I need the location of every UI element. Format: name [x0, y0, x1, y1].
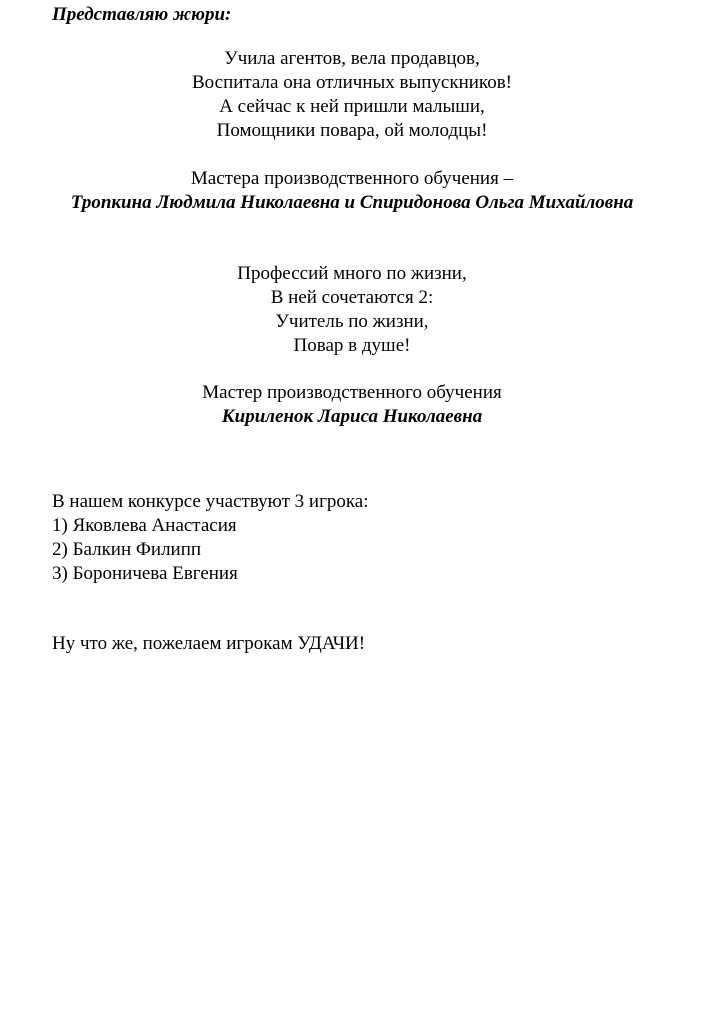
jury-1: [0, 167, 704, 215]
poem-1-line: Воспитала она отличных выпускников!: [191, 72, 512, 93]
poem-1-line: Учила агентов, вела продавцов,: [224, 48, 480, 69]
jury-2: [0, 381, 704, 429]
poem-2: [0, 262, 704, 358]
poem-1: [0, 47, 704, 143]
poem-2-line: Учитель по жизни,: [275, 311, 429, 332]
jury-1-role: Мастера производственного обучения –: [190, 168, 514, 189]
jury-2-names: Кириленок Лариса Николаевна: [221, 406, 483, 427]
player-item: 1) Яковлева Анастасия: [52, 515, 237, 536]
jury-2-role: Мастер производственного обучения: [202, 382, 502, 403]
player-item: 3) Бороничева Евгения: [52, 563, 238, 584]
jury-1-names: Тропкина Людмила Николаевна и Спиридонова Ольга Михайловна: [70, 192, 634, 213]
jury-heading: Представляю жюри:: [52, 4, 232, 25]
closing-section: [52, 632, 365, 656]
contest-section: [52, 490, 369, 586]
contest-intro: В нашем конкурсе участвуют 3 игрока:: [52, 491, 369, 512]
player-item: 2) Балкин Филипп: [52, 539, 202, 560]
poem-2-line: В ней сочетаются 2:: [270, 287, 434, 308]
poem-2-line: Повар в душе!: [293, 335, 411, 356]
poem-1-line: А сейчас к ней пришли малыши,: [219, 96, 485, 117]
closing-line: Ну что же, пожелаем игрокам УДАЧИ!: [52, 633, 366, 654]
poem-1-line: Помощники повара, ой молодцы!: [216, 120, 488, 141]
poem-2-line: Профессий много по жизни,: [237, 263, 467, 284]
